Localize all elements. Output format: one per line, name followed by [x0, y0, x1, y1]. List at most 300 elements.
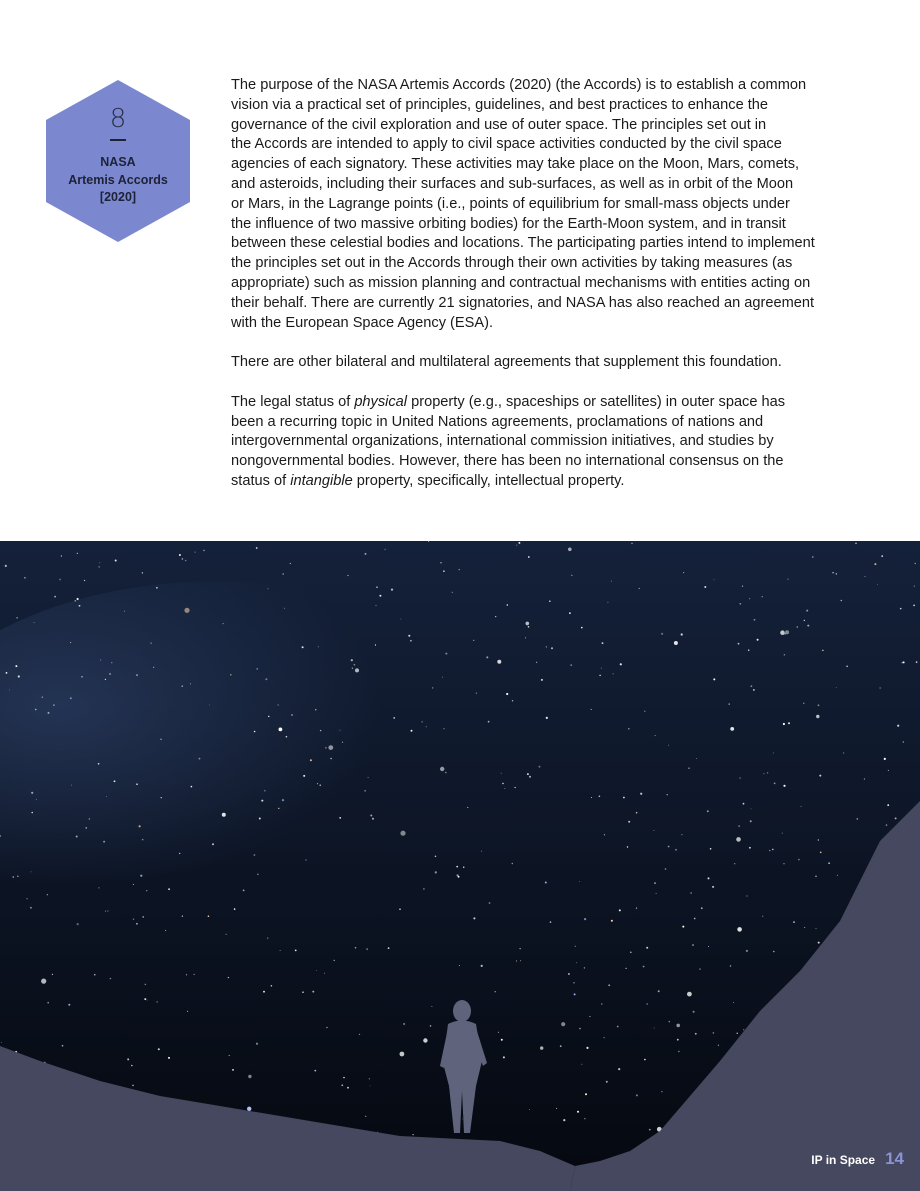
star	[563, 1119, 565, 1121]
star	[182, 558, 184, 560]
star	[902, 662, 903, 663]
star	[410, 640, 412, 642]
star	[359, 1034, 360, 1035]
star	[481, 851, 482, 852]
star	[549, 600, 551, 602]
star	[264, 790, 266, 792]
star	[507, 604, 508, 605]
star	[520, 960, 521, 961]
star	[619, 909, 621, 911]
star	[545, 882, 547, 884]
star	[782, 833, 783, 834]
star	[105, 679, 106, 680]
star	[774, 783, 776, 785]
star	[516, 545, 517, 546]
star	[431, 1006, 432, 1007]
star	[584, 967, 585, 968]
star	[320, 785, 321, 786]
star	[757, 639, 759, 641]
star	[655, 735, 656, 736]
star	[681, 633, 683, 635]
text-line: been a recurring topic in United Nations agreements, proclamations of nations and	[231, 413, 764, 430]
star	[733, 1002, 734, 1003]
star	[749, 598, 750, 599]
star	[903, 661, 905, 663]
star	[209, 705, 210, 706]
star	[467, 807, 468, 808]
star	[263, 991, 265, 993]
star	[368, 777, 369, 778]
star	[816, 715, 819, 718]
star	[140, 875, 142, 877]
star	[573, 982, 575, 984]
star	[626, 968, 627, 969]
star	[570, 664, 572, 666]
star	[226, 934, 227, 935]
star	[819, 775, 821, 777]
star	[895, 817, 897, 819]
star	[423, 888, 425, 890]
star	[690, 892, 691, 893]
star	[501, 773, 502, 774]
star	[881, 555, 883, 557]
star	[393, 717, 395, 719]
star	[179, 554, 181, 556]
star	[31, 792, 33, 794]
star	[54, 596, 56, 598]
star	[574, 993, 576, 995]
star	[158, 1048, 160, 1050]
star	[787, 579, 788, 580]
star	[325, 747, 327, 749]
star	[783, 863, 784, 864]
star	[168, 888, 170, 890]
badge-title	[46, 154, 190, 207]
star	[290, 563, 291, 564]
page-footer	[811, 1149, 904, 1169]
star	[194, 974, 195, 975]
star	[643, 966, 645, 968]
star	[400, 1052, 405, 1057]
star	[737, 927, 742, 932]
star	[591, 797, 592, 798]
star	[462, 1119, 463, 1120]
star	[812, 556, 814, 558]
star	[818, 942, 820, 944]
star	[754, 619, 756, 621]
star	[780, 630, 785, 635]
star	[316, 970, 317, 971]
star	[546, 717, 548, 719]
star	[742, 586, 743, 587]
star	[401, 619, 402, 620]
star	[561, 1022, 565, 1026]
star	[286, 736, 288, 738]
star	[536, 662, 537, 663]
star	[75, 600, 77, 602]
star	[903, 741, 904, 742]
star	[443, 570, 445, 572]
star	[403, 1023, 404, 1024]
star	[284, 608, 285, 609]
star	[279, 728, 283, 732]
star	[687, 992, 692, 997]
body-text	[231, 76, 877, 492]
star	[384, 549, 385, 550]
footer-title: IP in Space	[811, 1153, 876, 1167]
star	[165, 930, 166, 931]
star	[696, 758, 697, 759]
star	[435, 871, 437, 873]
star	[127, 1058, 129, 1060]
star	[133, 919, 134, 920]
star	[674, 641, 678, 645]
star	[820, 852, 822, 854]
star	[880, 688, 881, 689]
star	[315, 709, 316, 710]
star	[430, 1025, 432, 1027]
star	[48, 712, 50, 714]
star	[440, 562, 441, 563]
star	[317, 783, 318, 784]
star	[305, 859, 306, 860]
star	[302, 646, 304, 648]
star	[653, 830, 654, 831]
star	[556, 1108, 557, 1109]
star	[575, 946, 576, 947]
star	[111, 662, 112, 663]
star	[161, 797, 162, 798]
star	[184, 608, 189, 613]
star	[100, 660, 101, 661]
star	[365, 790, 366, 791]
star	[576, 962, 577, 963]
badge-divider	[110, 139, 126, 141]
star	[136, 674, 138, 676]
star	[370, 815, 372, 817]
star	[341, 1084, 343, 1086]
star	[77, 923, 79, 925]
star	[186, 974, 187, 975]
star	[445, 653, 447, 655]
star	[312, 991, 314, 993]
star	[142, 916, 144, 918]
star	[897, 725, 899, 727]
star	[753, 689, 755, 691]
star	[581, 1064, 582, 1065]
text-line: the influence of two massive orbiting bodies) for the Earth-Moon system, and in transit	[231, 215, 786, 232]
star	[435, 856, 437, 858]
star	[505, 788, 506, 789]
star	[261, 800, 263, 802]
star	[877, 584, 878, 585]
star	[743, 803, 745, 805]
star	[339, 817, 341, 819]
star	[497, 660, 501, 664]
star	[804, 620, 805, 621]
star	[749, 847, 751, 849]
star	[708, 877, 710, 879]
star	[53, 704, 55, 706]
star	[628, 728, 630, 730]
star	[70, 697, 72, 699]
star	[35, 709, 36, 710]
star	[539, 766, 541, 768]
star	[644, 711, 645, 712]
star	[640, 793, 642, 795]
star	[736, 837, 741, 842]
star	[661, 633, 663, 635]
star	[187, 1011, 188, 1012]
star	[751, 685, 753, 687]
star	[31, 872, 32, 873]
star	[318, 646, 319, 647]
star	[347, 1087, 349, 1089]
star	[815, 876, 817, 878]
text-line: or Mars, in the Lagrange points (i.e., points of equilibrium for small-mass objects under	[231, 195, 790, 212]
star	[644, 1059, 646, 1061]
star	[234, 908, 236, 910]
star	[762, 916, 763, 917]
star	[738, 643, 740, 645]
star	[334, 960, 335, 961]
star	[440, 767, 444, 771]
star	[243, 890, 245, 892]
star	[365, 1116, 366, 1117]
star	[62, 1045, 64, 1047]
star	[365, 553, 367, 555]
star	[340, 730, 341, 731]
star	[675, 849, 677, 851]
star	[47, 894, 48, 895]
star	[31, 812, 33, 814]
star	[42, 697, 43, 698]
star	[601, 668, 602, 669]
star	[628, 821, 630, 823]
star	[282, 799, 284, 801]
star	[836, 687, 837, 688]
star	[223, 623, 224, 624]
star	[801, 806, 802, 807]
star	[428, 541, 429, 542]
star	[737, 1033, 738, 1034]
star	[804, 927, 805, 928]
star	[105, 911, 106, 912]
star	[667, 794, 668, 795]
star	[495, 991, 496, 992]
star	[602, 642, 604, 644]
star	[342, 742, 343, 743]
star	[710, 848, 712, 850]
star	[107, 911, 108, 912]
star	[654, 882, 656, 884]
star	[458, 876, 460, 878]
star	[807, 625, 809, 627]
text-line: the principles set out in the Accords through their own activities by taking measures (as	[231, 255, 793, 272]
star	[713, 1032, 715, 1034]
star	[370, 1086, 371, 1087]
star	[748, 650, 749, 651]
star	[256, 547, 258, 549]
star	[841, 600, 843, 602]
star	[692, 944, 694, 946]
star	[156, 587, 158, 589]
star	[773, 951, 775, 953]
star	[695, 1033, 697, 1035]
star	[77, 598, 79, 600]
star	[708, 946, 709, 947]
star	[604, 1037, 605, 1038]
star	[529, 776, 531, 778]
star	[665, 868, 667, 870]
star	[142, 839, 144, 841]
star	[195, 552, 196, 553]
star	[463, 866, 465, 868]
star	[146, 890, 147, 891]
emphasis-physical: physical	[354, 393, 408, 410]
star	[432, 687, 433, 688]
text-line: vision via a practical set of principles, guidelines, and best practices to enhance the	[231, 96, 769, 113]
star	[668, 745, 669, 746]
text-run: status of	[231, 472, 291, 489]
star	[617, 1026, 619, 1028]
badge-number: 8	[109, 104, 127, 134]
star	[527, 773, 529, 775]
star	[584, 918, 586, 920]
text-line: their behalf. There are currently 21 signatories, and NASA has also reached an agreement	[231, 294, 815, 311]
star	[139, 825, 141, 827]
star	[36, 799, 37, 800]
star	[247, 1107, 251, 1111]
star	[61, 555, 62, 556]
star	[699, 968, 700, 969]
star	[714, 580, 715, 581]
star	[366, 948, 367, 949]
star	[606, 1081, 608, 1083]
section-badge	[46, 80, 190, 242]
star	[156, 1001, 157, 1002]
star	[571, 575, 572, 576]
star	[678, 1051, 679, 1052]
star	[526, 622, 530, 626]
star	[413, 1134, 414, 1135]
star	[636, 1094, 638, 1096]
star	[77, 553, 78, 554]
page-number: 14	[885, 1149, 904, 1168]
text-line: intergovernmental organizations, international commission initiatives, and studies by	[231, 433, 774, 450]
star	[59, 579, 61, 581]
star	[408, 635, 410, 637]
star	[476, 693, 477, 694]
star	[115, 560, 117, 562]
star	[516, 961, 517, 962]
text-line: agencies of each signatory. These activities may take place on the Moon, Mars, comets,	[231, 156, 800, 173]
emphasis-intangible: intangible	[290, 472, 353, 489]
star	[694, 918, 696, 920]
star	[280, 950, 281, 951]
star	[631, 543, 632, 544]
star	[473, 640, 474, 641]
star	[887, 804, 889, 806]
star	[86, 827, 87, 828]
badge-title-line: Artemis Accords	[68, 172, 168, 187]
star	[355, 947, 357, 949]
star	[391, 589, 393, 591]
star	[874, 563, 876, 565]
star	[136, 783, 138, 785]
star	[248, 1075, 251, 1078]
star	[452, 592, 453, 593]
star	[658, 990, 660, 992]
star	[256, 668, 258, 670]
star	[915, 563, 916, 564]
night-sky-illustration	[0, 541, 920, 1191]
paragraph-artemis-purpose	[231, 76, 877, 333]
star	[630, 952, 632, 954]
text-line: the Accords are intended to apply to civil space activities conducted by the civil space	[231, 136, 782, 153]
star	[369, 1078, 370, 1079]
star	[783, 723, 785, 725]
star	[822, 650, 823, 651]
star	[586, 1047, 588, 1049]
star	[773, 753, 774, 754]
star	[1, 1042, 2, 1043]
text-line: with the European Space Agency (ESA).	[231, 314, 494, 331]
star	[347, 575, 348, 576]
star	[295, 950, 297, 952]
star	[99, 563, 100, 564]
star	[864, 778, 865, 779]
paragraph-other-agreements	[231, 353, 877, 373]
star	[818, 704, 820, 706]
star	[291, 714, 292, 715]
star	[888, 770, 889, 771]
star	[354, 664, 356, 666]
star	[372, 818, 374, 820]
star	[68, 1004, 70, 1006]
star	[9, 690, 10, 691]
star	[282, 573, 284, 575]
star	[743, 1029, 744, 1030]
star	[734, 863, 735, 864]
star	[267, 937, 269, 939]
star	[89, 818, 91, 820]
star	[529, 1109, 530, 1110]
star	[620, 663, 622, 665]
star	[693, 1011, 695, 1013]
star	[688, 768, 689, 769]
text-run: property, specifically, intellectual property.	[352, 472, 625, 489]
star	[599, 675, 600, 676]
text-line: nongovernmental bodies. However, there has been no international consensus on the	[231, 453, 784, 470]
star	[738, 825, 740, 827]
star	[103, 841, 105, 843]
star	[528, 556, 530, 558]
star	[712, 886, 714, 888]
star	[278, 808, 279, 809]
star	[445, 772, 447, 774]
star	[501, 1039, 503, 1041]
star	[147, 1000, 148, 1001]
star	[254, 854, 256, 856]
star	[41, 979, 46, 984]
star	[816, 928, 817, 929]
star	[376, 605, 377, 606]
star	[914, 586, 915, 587]
star	[399, 908, 401, 910]
star	[459, 569, 460, 570]
text-line: and asteroids, including their surfaces and sub-surfaces, as well as in orbit of the Moon	[231, 175, 794, 192]
